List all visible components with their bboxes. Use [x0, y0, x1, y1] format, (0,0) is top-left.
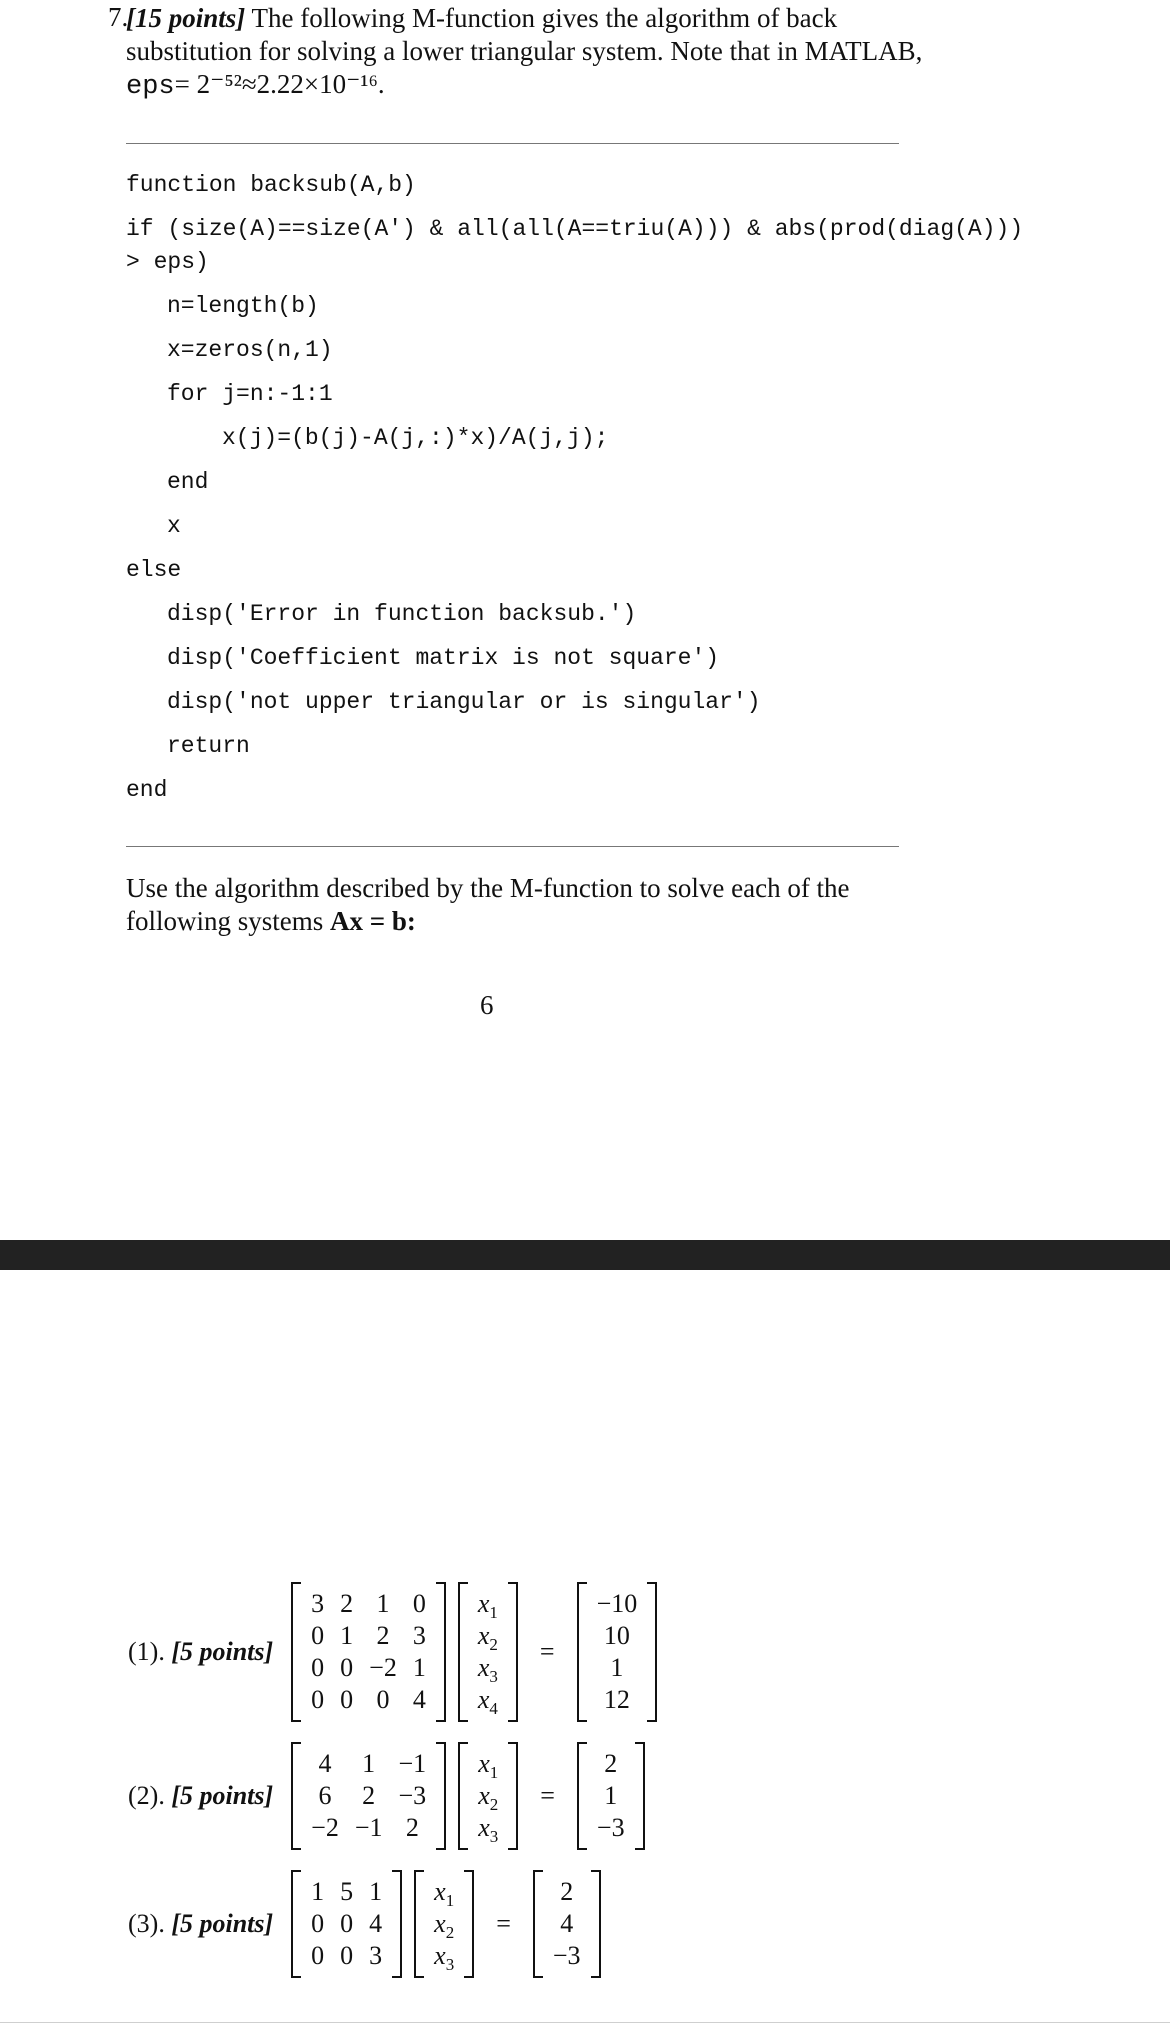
matrix-cell: 1: [369, 1877, 383, 1906]
matrix-cell: 0: [311, 1653, 325, 1682]
vector-cell: −3: [596, 1813, 625, 1842]
vector-cell: −10: [596, 1589, 638, 1618]
vector-cell: $x_2$: [478, 1781, 499, 1815]
vector-x-3: [414, 1870, 474, 1978]
matrix-cell: 0: [340, 1909, 354, 1938]
code-line-15: end: [126, 777, 168, 803]
matrix-cell: 0: [412, 1589, 426, 1618]
system-3-label: [128, 1909, 273, 1939]
matrix-cell: −1: [398, 1749, 427, 1778]
matrix-cell: 0: [340, 1941, 354, 1970]
instruction-text: Use the algorithm described by the M-function to solve each of the following systems: [126, 873, 850, 936]
code-line-14: return: [167, 733, 250, 759]
matrix-cell: 1: [311, 1877, 325, 1906]
vector-cell: $x_1$: [477, 1589, 498, 1623]
matrix-cell: 6: [318, 1781, 332, 1810]
code-line-3: > eps): [126, 249, 209, 275]
system-3-points: [5 points]: [171, 1909, 274, 1938]
equals-sign: =: [540, 1781, 555, 1810]
system-2: [128, 1742, 647, 1850]
vector-b-2: [577, 1742, 645, 1850]
vector-cell: 2: [604, 1749, 618, 1778]
matrix-cell: −1: [354, 1813, 383, 1842]
matrix-cell: −2: [311, 1813, 339, 1842]
code-line-7: x(j)=(b(j)-A(j,:)*x)/A(j,j);: [222, 425, 609, 451]
vector-x-1: [458, 1582, 518, 1722]
vector-cell: $x_2$: [434, 1909, 455, 1943]
system-3: [128, 1870, 603, 1978]
vector-cell: $x_3$: [477, 1653, 498, 1687]
matrix-cell: 0: [311, 1685, 325, 1714]
matrix-cell: 2: [376, 1621, 390, 1650]
equals-sign: =: [496, 1909, 511, 1938]
code-line-11: disp(′Error in function backsub.′): [167, 601, 637, 627]
problem-number: 7.: [108, 2, 129, 32]
vector-cell: 4: [560, 1909, 574, 1938]
instruction-math: Ax = b:: [330, 906, 416, 936]
problem-intro: [126, 2, 956, 104]
code-line-2: if (size(A)==size(A′) & all(all(A==triu(A))) & abs(prod(diag(A))): [126, 216, 1024, 242]
matrix-cell: 0: [340, 1685, 354, 1714]
code-line-6: for j=n:-1:1: [167, 381, 333, 407]
system-2-points: [5 points]: [171, 1781, 274, 1810]
vector-cell: 2: [560, 1877, 574, 1906]
top-rule: [126, 143, 899, 144]
instruction-paragraph: [126, 872, 946, 938]
vector-cell: $x_1$: [434, 1877, 455, 1911]
matrix-cell: 5: [340, 1877, 354, 1906]
matrix-cell: 2: [405, 1813, 419, 1842]
vector-cell: $x_4$: [477, 1685, 498, 1719]
matrix-cell: 4: [369, 1909, 383, 1938]
matrix-cell: 2: [362, 1781, 376, 1810]
system-1: [128, 1582, 659, 1722]
equals-sign: =: [539, 1637, 555, 1666]
matrix-A-2: [291, 1742, 446, 1850]
matrix-cell: 2: [340, 1589, 354, 1618]
matrix-cell: 1: [412, 1653, 426, 1682]
system-1-points: [5 points]: [171, 1637, 274, 1666]
matrix-cell: −3: [398, 1781, 427, 1810]
matrix-cell: 1: [340, 1621, 354, 1650]
matrix-cell: 4: [412, 1685, 426, 1714]
vector-x-2: [458, 1742, 518, 1850]
page-number: 6: [480, 990, 494, 1020]
vector-cell: 1: [604, 1781, 618, 1810]
system-2-number: (2).: [128, 1781, 165, 1810]
vector-b-1: [577, 1582, 658, 1722]
matrix-A-3: [291, 1870, 402, 1978]
system-1-number: (1).: [128, 1637, 165, 1666]
matrix-cell: 3: [369, 1941, 383, 1970]
code-line-13: disp(′not upper triangular or is singular′): [167, 689, 761, 715]
matrix-cell: 1: [362, 1749, 376, 1778]
vector-cell: $x_1$: [478, 1749, 499, 1783]
system-1-label: [128, 1637, 273, 1667]
matrix-cell: 0: [311, 1621, 325, 1650]
bottom-divider: [0, 2022, 1170, 2023]
matrix-cell: 3: [412, 1621, 426, 1650]
vector-cell: −3: [552, 1941, 581, 1970]
matrix-cell: 3: [311, 1589, 325, 1618]
vector-cell: $x_2$: [477, 1621, 498, 1655]
code-line-4: n=length(b): [167, 293, 319, 319]
vector-cell: $x_3$: [434, 1941, 455, 1975]
vector-cell: 12: [603, 1685, 630, 1714]
eps-formula: = 2⁻⁵²≈2.22×10⁻¹⁶.: [174, 69, 385, 99]
vector-cell: $x_3$: [478, 1813, 499, 1847]
code-line-10: else: [126, 557, 182, 583]
matrix-cell: 0: [376, 1685, 390, 1714]
matrix-cell: 0: [340, 1653, 354, 1682]
code-line-8: end: [167, 469, 209, 495]
code-line-5: x=zeros(n,1): [167, 337, 333, 363]
system-2-label: [128, 1781, 273, 1811]
matrix-cell: 4: [318, 1749, 332, 1778]
vector-cell: 10: [603, 1621, 630, 1650]
eps-label: eps: [126, 72, 175, 102]
page-separator-bar: [0, 1240, 1170, 1270]
vector-cell: 1: [610, 1653, 624, 1682]
code-line-12: disp(′Coefficient matrix is not square′): [167, 645, 720, 671]
code-line-9: x: [167, 513, 181, 539]
code-line-1: function backsub(A,b): [126, 172, 416, 198]
matrix-cell: 1: [376, 1589, 390, 1618]
matrix-A-1: [291, 1582, 446, 1722]
problem-points: [15 points]: [126, 3, 246, 33]
vector-b-3: [533, 1870, 601, 1978]
system-3-number: (3).: [128, 1909, 165, 1938]
intro-text: The following M-function gives the algorithm of back substitution for solving a lower triangular system. Note that in MATLAB,: [126, 3, 923, 66]
matrix-cell: 0: [311, 1941, 325, 1970]
matrix-cell: −2: [369, 1653, 397, 1682]
matrix-cell: 0: [311, 1909, 325, 1938]
bottom-rule: [126, 846, 899, 847]
